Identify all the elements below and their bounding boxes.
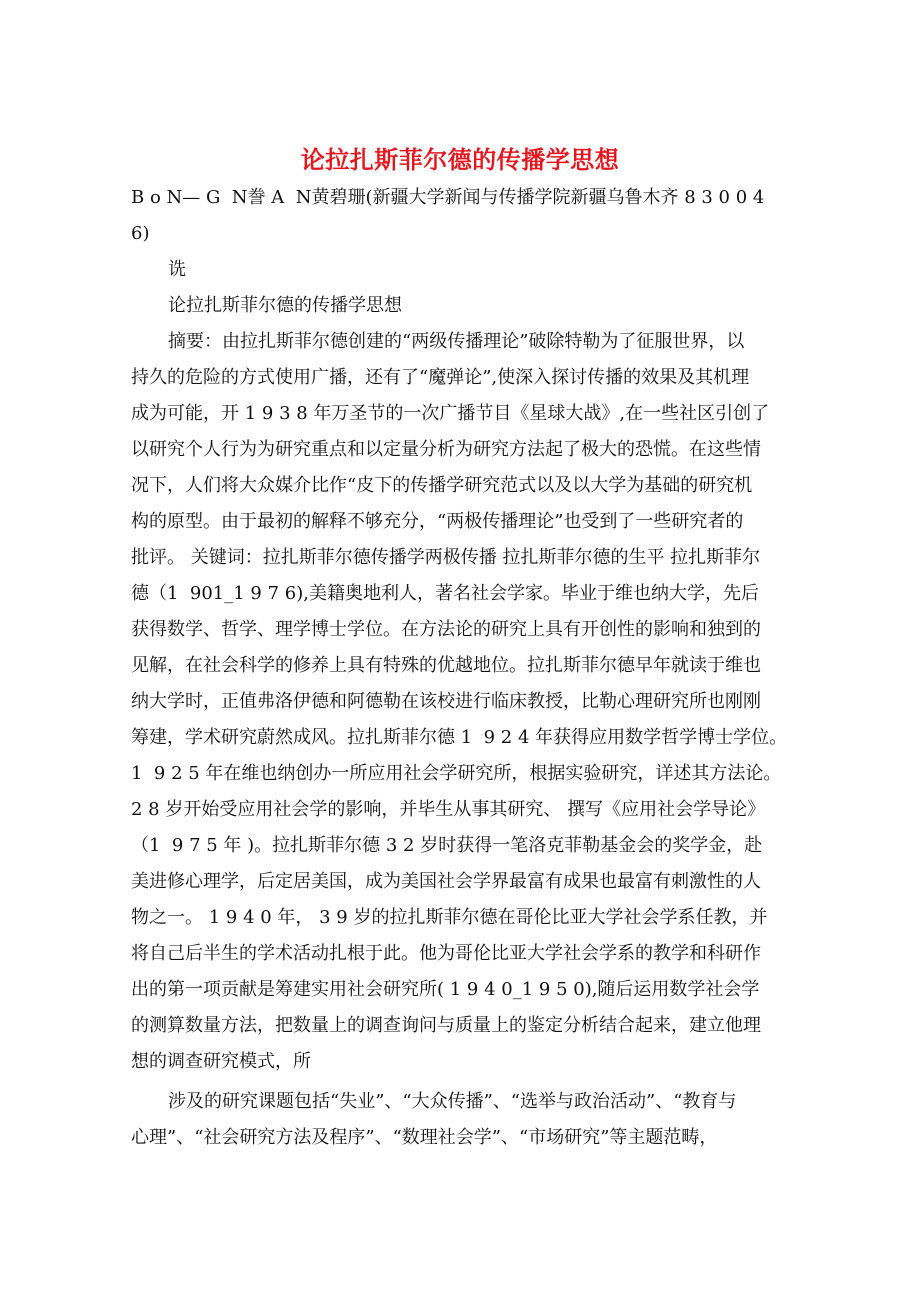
body-line: 1 9 2 5 年在维也纳创办一所应用社会学研究所，根据实验研究，详述其方法论。: [131, 763, 782, 784]
body-line: 持久的危险的方式使用广播，还有了“魔弹论”,使深入探讨传播的效果及其机理: [131, 367, 750, 388]
body-line: 美进修心理学，后定居美国，成为美国社会学界最富有成果也最富有刺激性的人: [131, 871, 761, 892]
body-line: 2 8 岁开始受应用社会学的影响，并毕生从事其研究、 撰写《应用社会学导论》: [131, 799, 766, 820]
body-line: 获得数学、哲学、理学博士学位。在方法论的研究上具有开创性的影响和独到的: [131, 619, 761, 640]
body-line: 况下，人们将大众媒介比作“皮下的传播学研究范式以及以大学为基础的研究机: [131, 475, 753, 496]
body-line: 构的原型。由于最初的解释不够充分，“两极传播理论”也受到了一些研究者的: [131, 511, 744, 532]
body-line: 心理”、“社会研究方法及程序”、“数理社会学”、“市场研究”等主题范畴，: [131, 1127, 718, 1148]
body-line: （1 9 7 5 年 )。拉扎斯菲尔德 3 2 岁时获得一笔洛克菲勒基金会的奖学金，赴: [131, 835, 763, 856]
body-line: 德（1 901_1 9 7 6),美籍奥地利人，著名社会学家。毕业于维也纳大学，先后: [131, 583, 759, 604]
author-line: B o N— G N誊 A N黄碧珊(新疆大学新闻与传播学院新疆乌鲁木齐 8 3 0 0 4: [131, 187, 765, 208]
body-line: 纳大学时，正值弗洛伊德和阿德勒在该校进行临床教授，比勒心理研究所也刚刚: [131, 691, 761, 712]
body-line: 物之一。 1 9 4 0 年， 3 9 岁的拉扎斯菲尔德在哥伦比亚大学社会学系任教，并: [131, 907, 768, 928]
body-line: 摘要：由拉扎斯菲尔德创建的“两级传播理论”破除特勒为了征服世界，以: [168, 331, 745, 352]
body-line: 将自己后半生的学术活动扎根于此。他为哥伦比亚大学社会学系的教学和科研作: [131, 943, 761, 964]
body-line: 的测算数量方法，把数量上的调查询问与质量上的鉴定分析结合起来，建立他理: [131, 1015, 761, 1036]
body-line: 见解，在社会科学的修养上具有特殊的优越地位。拉扎斯菲尔德早年就读于维也: [131, 655, 761, 676]
body-line: 想的调查研究模式，所: [131, 1051, 311, 1072]
body-line: 筹建，学术研究蔚然成风。拉扎斯菲尔德 1 9 2 4 年获得应用数学哲学博士学位。: [131, 727, 788, 748]
body-line: 涉及的研究课题包括“失业”、“大众传播”、“选举与政治活动”、“教育与: [168, 1091, 737, 1112]
document-title: 论拉扎斯菲尔德的传播学思想: [300, 145, 620, 174]
body-line: 出的第一项贡献是筹建实用社会研究所( 1 9 4 0_1 9 5 0),随后运用数学社会学: [131, 979, 760, 1000]
subtitle: 论拉扎斯菲尔德的传播学思想: [168, 295, 402, 316]
body-line: 批评。 关键词：拉扎斯菲尔德传播学两极传播 拉扎斯菲尔德的生平 拉扎斯菲尔: [131, 547, 761, 568]
author-line-continued: 6): [131, 223, 150, 244]
body-line: 成为可能，开 1 9 3 8 年万圣节的一次广播节目《星球大战》,在一些社区引创了: [131, 403, 770, 424]
body-line: 以研究个人行为为研究重点和以定量分析为研究方法起了极大的恐慌。在这些情: [131, 439, 761, 460]
section-marker: 诜: [168, 259, 186, 280]
